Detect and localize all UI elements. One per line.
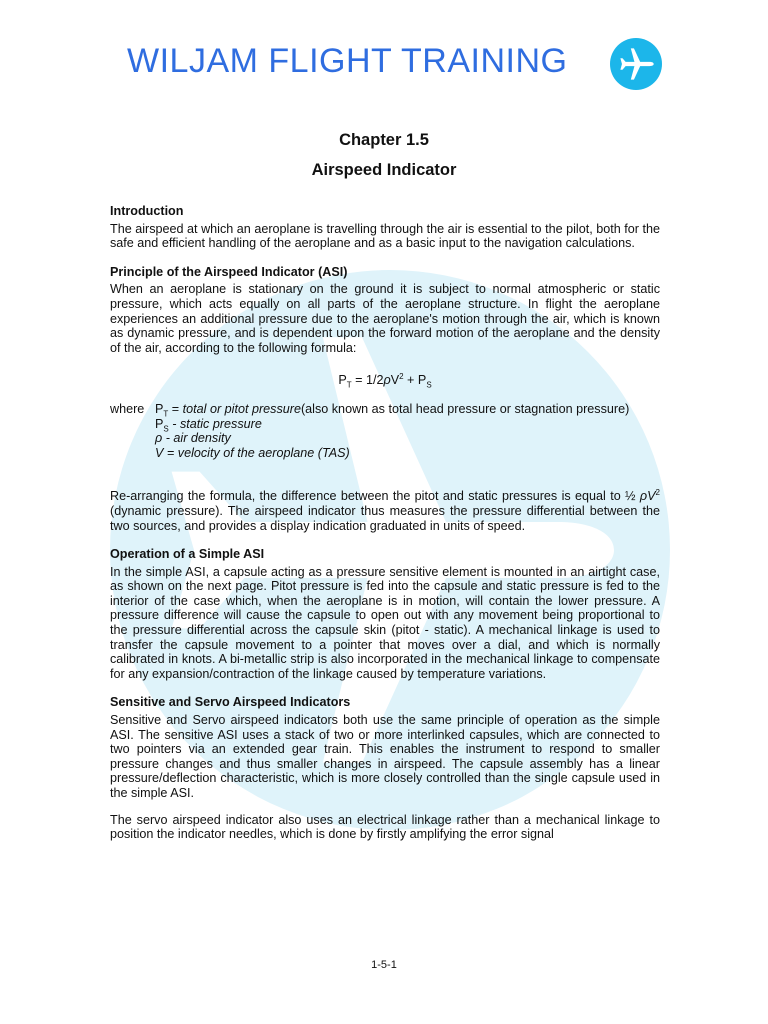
section-heading-operation: Operation of a Simple ASI (110, 547, 265, 562)
introduction-paragraph: The airspeed at which an aeroplane is travelling through the air is essential to the pilot, both for the safe and efficient handling of the aeroplane and as a basic input to the navigation calculations. (110, 221, 660, 251)
pressure-formula: $P_T = 1/2\rho V^2 + P_S$ (338, 372, 432, 390)
section-heading-sensitive: Sensitive and Servo Airspeed Indicators (110, 695, 351, 710)
document-body (110, 204, 660, 842)
definition-total-pressure: $P_T$ = total or pitot pressure(also known as total head pressure or stagnation pressure) (155, 401, 630, 419)
operation-paragraph: In the simple ASI, a capsule acting as a pressure sensitive element is mounted in an airtight case, as shown on the next page. Pitot pressure is fed into the capsule and static pressure is fed to the interior of the case which, when the aeroplane is in motion, will contain the lower pressure. A pressure difference will cause the capsule to open out with any movement being proportional to the pressure differential across the capsule skin (pitot - static). A mechanical linkage is used to transfer the capsule movement to a pointer that moves over a dial, and which is normally calibrated in knots. A bi-metallic strip is also incorporated in the mechanical linkage to compensate for any expansion/contraction of the linkage caused by temperature variations. (110, 564, 660, 681)
formula-definitions (110, 402, 660, 460)
servo-paragraph: The servo airspeed indicator also uses an electrical linkage rather than a mechanical linkage to position the indicator needles, which is done by firstly amplifying the error signal (110, 812, 660, 842)
chapter-number: Chapter 1.5 (339, 131, 429, 149)
section-heading-principle: Principle of the Airspeed Indicator (ASI) (110, 264, 348, 279)
page-number: 1-5-1 (371, 959, 397, 971)
chapter-title: Airspeed Indicator (311, 161, 457, 179)
definition-velocity: V = velocity of the aeroplane (TAS) (155, 445, 350, 460)
definition-air-density: ρ - air density (155, 431, 231, 446)
where-label: where (110, 401, 145, 416)
principle-paragraph: When an aeroplane is stationary on the ground it is subject to normal atmospheric or static pressure, which acts equally on all parts of the aeroplane structure. In flight the aeroplane experiences an additional pressure due to the aeroplane's motion through the air, which is known as dynamic pressure, and is dependent upon the forward motion of the aeroplane and the density of the air, according to the following formula: (110, 282, 660, 355)
rearrange-paragraph: Re-arranging the formula, the difference between the pitot and static pressures is equal to ½ $\rho V^2$ (dynamic pressure). The airspeed indicator thus measures the pressure differential between the two sources, and provides a display indication graduated in units of speed. (110, 488, 660, 533)
airplane-icon (610, 38, 662, 90)
section-heading-introduction: Introduction (110, 204, 184, 218)
sensitive-paragraph: Sensitive and Servo airspeed indicators both use the same principle of operation as the simple ASI. The sensitive ASI uses a stack of two or more interlinked capsules, which are connected to two pointers via an extended gear train. This enables the instrument to respond to smaller pressure changes and thus smaller changes in airspeed. The capsule assembly has a linear pressure/deflection characteristic, which is more closely controlled than the single capsule used in the simple ASI. (110, 713, 660, 800)
brand-title: WILJAM FLIGHT TRAINING (127, 42, 568, 80)
definition-static-pressure: $P_S$ - static pressure (155, 416, 262, 434)
